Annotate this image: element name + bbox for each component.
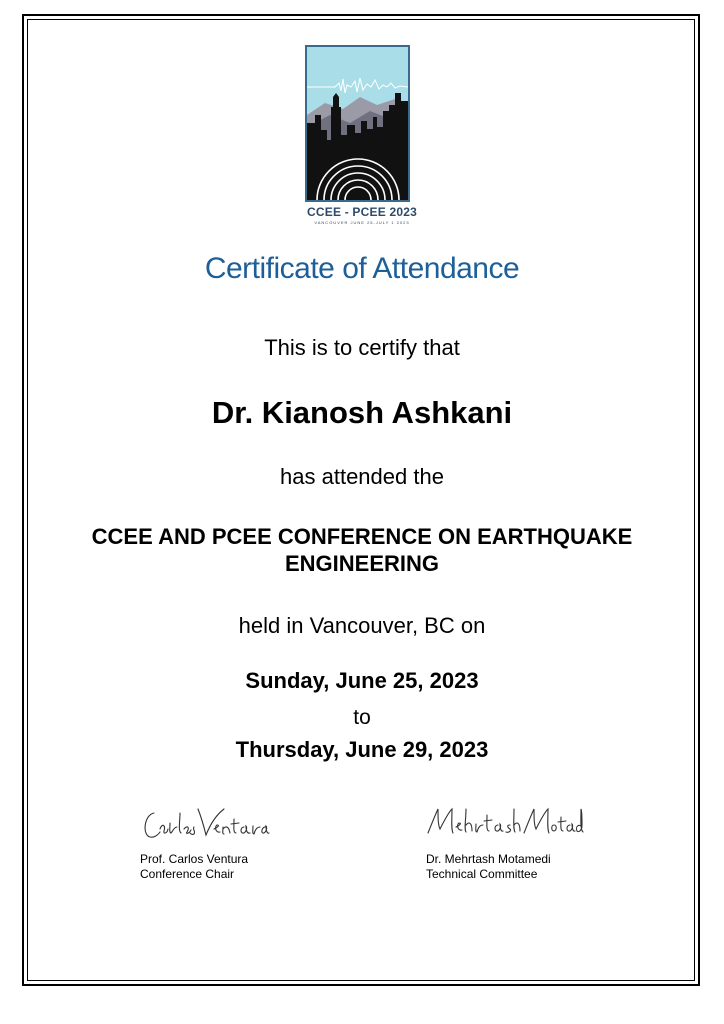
- certificate-title: Certificate of Attendance: [204, 252, 520, 285]
- start-date: Sunday, June 25, 2023: [245, 668, 479, 693]
- signatory-name: Prof. Carlos Ventura: [140, 852, 249, 866]
- held-line: held in Vancouver, BC on: [238, 613, 486, 638]
- conference-logo: [305, 45, 410, 202]
- logo-text: CCEE - PCEE 2023: [307, 205, 417, 219]
- conference-name-line1: CCEE AND PCEE CONFERENCE ON EARTHQUAKE: [91, 524, 633, 549]
- signature-carlos-ventura: [140, 805, 270, 843]
- logo-subtext: VANCOUVER JUNE 25-JULY 1 2023: [314, 220, 410, 225]
- signatory-role: Technical Committee: [426, 867, 538, 881]
- conference-name-line2: ENGINEERING: [284, 551, 440, 576]
- signatory-left: [140, 852, 248, 882]
- recipient-name: Dr. Kianosh Ashkani: [211, 395, 513, 430]
- to-word: to: [353, 706, 371, 729]
- signatory-right: [426, 852, 551, 882]
- certify-line: This is to certify that: [264, 335, 460, 360]
- end-date: Thursday, June 29, 2023: [235, 737, 489, 762]
- signatory-role: Conference Chair: [140, 867, 235, 881]
- attended-line: has attended the: [280, 464, 444, 489]
- signatory-name: Dr. Mehrtash Motamedi: [426, 852, 551, 866]
- conference-name: [0, 523, 724, 577]
- signature-mehrtash-motamedi: [424, 803, 584, 841]
